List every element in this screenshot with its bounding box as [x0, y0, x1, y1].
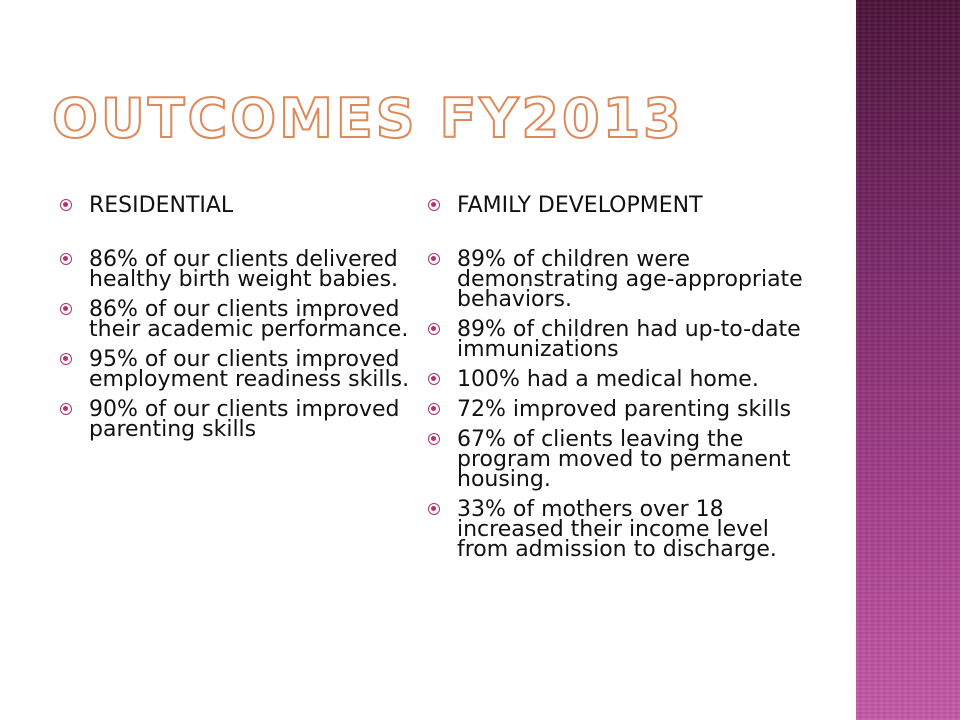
list-item: [60, 247, 420, 292]
list-item: [428, 397, 808, 422]
list-item-text: 100% had a medical home.: [457, 367, 759, 392]
list-item: [428, 427, 808, 492]
list-item-text: 33% of mothers over 18 increased their income level from admission to discharge.: [457, 497, 777, 562]
list-item-text: 86% of our clients improved their academic performance.: [89, 297, 409, 342]
family-development-heading-text: FAMILY DEVELOPMENT: [457, 193, 703, 218]
list-item-text: 67% of clients leaving the program moved to permanent housing.: [457, 427, 791, 492]
target-bullet-icon: [428, 199, 440, 211]
list-item-text: 72% improved parenting skills: [457, 397, 792, 422]
list-item: [428, 367, 808, 392]
list-item: [60, 397, 420, 442]
target-bullet-icon: [428, 403, 440, 415]
target-bullet-icon: [428, 323, 440, 335]
list-item: [60, 347, 420, 392]
list-item: [60, 297, 420, 342]
target-bullet-icon: [60, 199, 72, 211]
list-item-text: 89% of children had up-to-date immunizations: [457, 317, 801, 362]
target-bullet-icon: [60, 353, 72, 365]
target-bullet-icon: [428, 253, 440, 265]
target-bullet-icon: [60, 303, 72, 315]
target-bullet-icon: [428, 503, 440, 515]
family-development-heading: [428, 193, 808, 218]
target-bullet-icon: [60, 403, 72, 415]
list-item-text: 89% of children were demonstrating age-appropriate behaviors.: [457, 247, 803, 312]
list-item-text: 95% of our clients improved employment readiness skills.: [89, 347, 410, 392]
family-development-column: [428, 193, 808, 570]
residential-heading-text: RESIDENTIAL: [89, 193, 234, 218]
target-bullet-icon: [428, 373, 440, 385]
list-item-text: 86% of our clients delivered healthy birth weight babies.: [89, 247, 399, 292]
target-bullet-icon: [428, 433, 440, 445]
target-bullet-icon: [60, 253, 72, 265]
list-item: [428, 317, 808, 362]
list-item: [428, 497, 808, 562]
list-item: [428, 247, 808, 312]
slide-title: OUTCOMES FY2013: [52, 87, 684, 150]
residential-column: [60, 193, 420, 450]
residential-heading: [60, 193, 420, 218]
list-item-text: 90% of our clients improved parenting skills: [89, 397, 400, 442]
decorative-sidebar: [856, 0, 960, 720]
